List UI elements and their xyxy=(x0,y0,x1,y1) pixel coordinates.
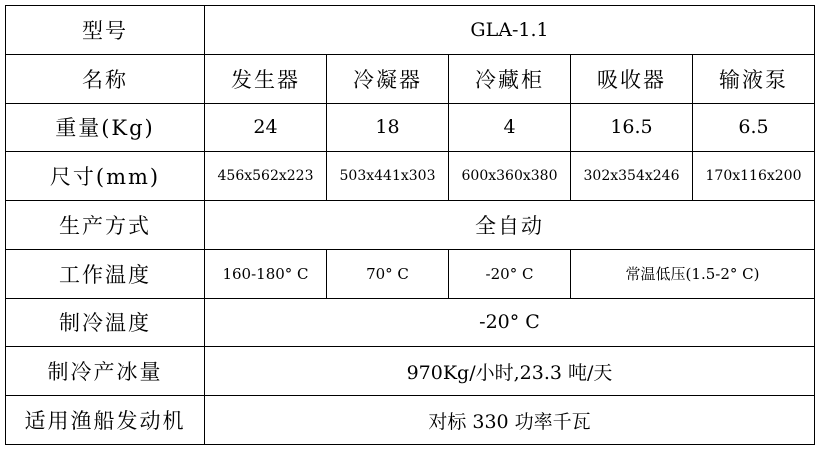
name-cell: 输液泵 xyxy=(693,54,815,103)
size-label: 尺寸(mm) xyxy=(6,152,205,201)
weight-cell: 6.5 xyxy=(693,103,815,152)
size-cell: 600x360x380 xyxy=(449,152,571,201)
table-row-engine xyxy=(6,396,815,445)
table-row-ice-output xyxy=(6,347,815,396)
weight-cell: 4 xyxy=(449,103,571,152)
table-row-production-mode xyxy=(6,201,815,250)
cooling-temp-label: 制冷温度 xyxy=(6,298,205,347)
production-mode-value: 全自动 xyxy=(205,201,815,250)
engine-label: 适用渔船发动机 xyxy=(6,396,205,445)
table-row-size xyxy=(6,152,815,201)
table-row-working-temp xyxy=(6,249,815,298)
model-label: 型号 xyxy=(6,6,205,55)
engine-value: 对标 330 功率千瓦 xyxy=(205,396,815,445)
weight-label: 重量(Kg) xyxy=(6,103,205,152)
table-row-weight xyxy=(6,103,815,152)
ice-output-value: 970Kg/小时,23.3 吨/天 xyxy=(205,347,815,396)
size-cell: 170x116x200 xyxy=(693,152,815,201)
table-row-model xyxy=(6,6,815,55)
working-temp-cell: 常温低压(1.5-2° C) xyxy=(571,249,815,298)
model-value: GLA-1.1 xyxy=(205,6,815,55)
working-temp-cell: -20° C xyxy=(449,249,571,298)
weight-cell: 18 xyxy=(327,103,449,152)
name-label: 名称 xyxy=(6,54,205,103)
table-row-cooling-temp xyxy=(6,298,815,347)
ice-output-label: 制冷产冰量 xyxy=(6,347,205,396)
size-cell: 503x441x303 xyxy=(327,152,449,201)
weight-cell: 16.5 xyxy=(571,103,693,152)
working-temp-label: 工作温度 xyxy=(6,249,205,298)
working-temp-cell: 70° C xyxy=(327,249,449,298)
name-cell: 发生器 xyxy=(205,54,327,103)
table-row-name xyxy=(6,54,815,103)
name-cell: 冷藏柜 xyxy=(449,54,571,103)
spec-table xyxy=(5,5,815,445)
working-temp-cell: 160-180° C xyxy=(205,249,327,298)
size-cell: 302x354x246 xyxy=(571,152,693,201)
size-cell: 456x562x223 xyxy=(205,152,327,201)
cooling-temp-value: -20° C xyxy=(205,298,815,347)
weight-cell: 24 xyxy=(205,103,327,152)
production-mode-label: 生产方式 xyxy=(6,201,205,250)
name-cell: 冷凝器 xyxy=(327,54,449,103)
name-cell: 吸收器 xyxy=(571,54,693,103)
